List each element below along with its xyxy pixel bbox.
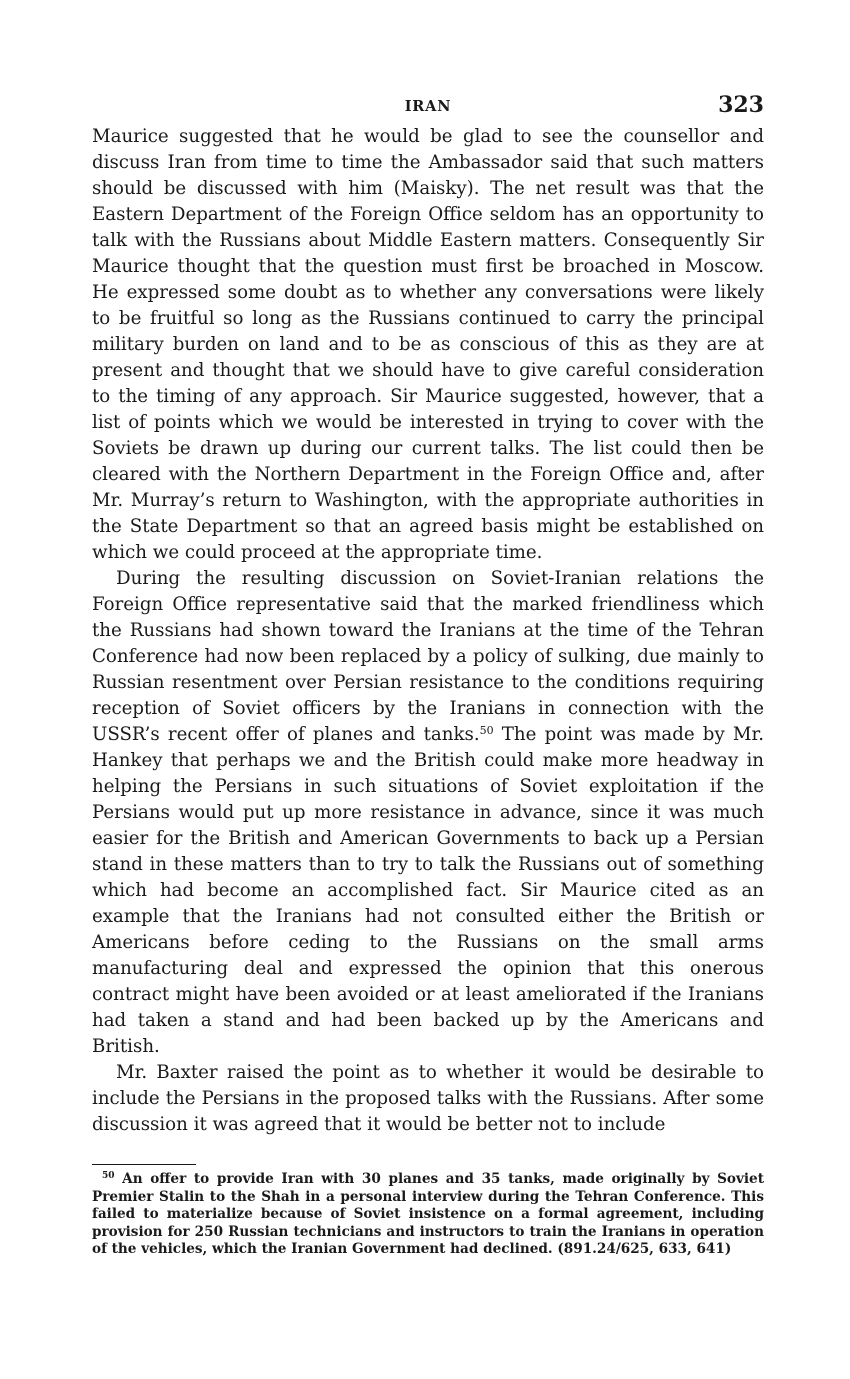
- paragraph-2-text-after-note: The point was made by Mr. Hankey that perhaps we and the British could make more headway in helping the Persians in such situations of Soviet exploitation if the Persians would put up more resistance in advance, since it was much easier for the British and American Governments to back up a Persian stand in these matters than to try to talk the Russians out of something which had become an accomplished fact. Sir Maurice cited as an example that the Iranians had not consulted either the British or Americans before ceding to the Russians on the small arms manufacturing deal and expressed the opinion that this onerous contract might have been avoided or at least ameliorated if the Iranians had taken a stand and had been backed up by the Americans and British.: [92, 724, 765, 1057]
- footnote-text: An offer to provide Iran with 30 planes and 35 tanks, made originally by Soviet Premier Stalin to the Shah in a personal interview during the Tehran Conference. This failed to materialize because of Soviet insistence on a formal agreement, including provision for 250 Russian technicians and instructors to train the Iranians in operation of the vehicles, which the Iranian Government had declined. (891.24/625, 633, 641): [92, 1171, 764, 1257]
- body-text: [92, 124, 764, 1138]
- document-page: [92, 92, 764, 1259]
- footnote: [92, 1171, 764, 1259]
- footnote-number: 50: [102, 1171, 115, 1182]
- page-number: 323: [718, 92, 764, 118]
- footnote-reference: 50: [479, 723, 494, 737]
- paragraph-2: [92, 566, 764, 1060]
- footnote-divider: [92, 1164, 196, 1165]
- page-header: [92, 92, 764, 124]
- paragraph-2-text-before-note: During the resulting discussion on Soviet-Iranian relations the Foreign Office representative said that the marked friendliness which the Russians had shown toward the Iranians at the time of the Tehran Conference had now been replaced by a policy of sulking, due mainly to Russian resentment over Persian resistance to the conditions requiring reception of Soviet officers by the Iranians in connection with the USSR’s recent offer of planes and tanks.: [92, 568, 764, 745]
- paragraph-1: Maurice suggested that he would be glad to see the counsellor and discuss Iran from time to time the Ambassador said that such matters should be discussed with him (Maisky). The net result was that the Eastern Department of the Foreign Office seldom has an opportunity to talk with the Russians about Middle Eastern matters. Consequently Sir Maurice thought that the question must first be broached in Moscow. He expressed some doubt as to whether any conversations were likely to be fruitful so long as the Russians continued to carry the principal military burden on land and to be as conscious of this as they are at present and thought that we should have to give careful consideration to the timing of any approach. Sir Maurice suggested, however, that a list of points which we would be interested in trying to cover with the Soviets be drawn up during our current talks. The list could then be cleared with the Northern Department in the Foreign Office and, after Mr. Murray’s return to Washington, with the appropriate authorities in the State Department so that an agreed basis might be established on which we could proceed at the appropriate time.: [92, 126, 764, 563]
- running-head: IRAN: [404, 98, 452, 115]
- paragraph-3: Mr. Baxter raised the point as to whether it would be desirable to include the Persians in the proposed talks with the Russians. After some discussion it was agreed that it would be better not to include: [92, 1062, 764, 1135]
